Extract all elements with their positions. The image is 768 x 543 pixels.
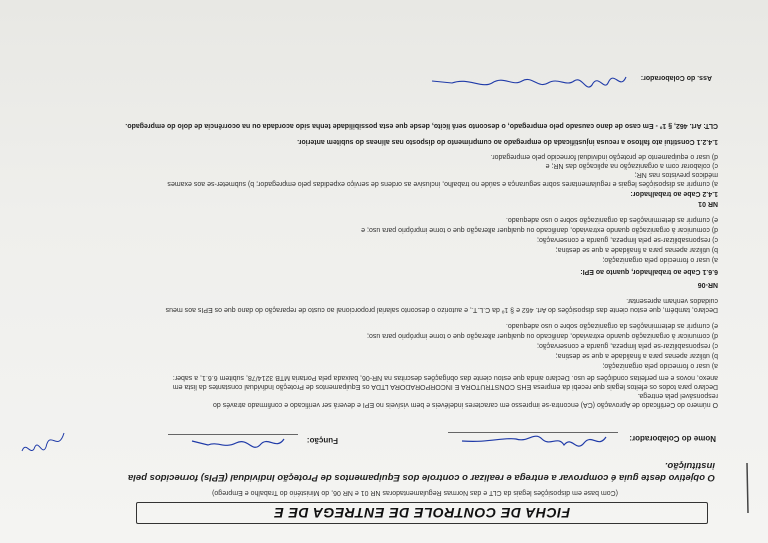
- form-title: FICHA DE CONTROLE DE ENTREGA DE E: [273, 505, 571, 521]
- function-label: Função:: [306, 436, 338, 445]
- nr06-item-c: c) responsabilizar-se pela limpeza, guarda e conservação;: [537, 236, 718, 243]
- declaration-cont: cuidados venham apresentar.: [626, 297, 718, 304]
- nr01-item-2: médicos previstos nas NR;: [634, 171, 718, 178]
- declaration: Declaro, também, que estou ciente das disposições do Art. 462 e § 1º da C.L.T., e autorizo o desconto salarial proporcional ao custo de reparação do dano que os EPIs aos meus: [165, 306, 718, 313]
- nr06-heading: NR-06: [697, 281, 718, 288]
- body-p2: Declaro para todos os efeitos legais que recebi da empresa EHS CONSTRUTORA E INCORPORADORA LTDA os Equipamentos de Proteção Individual constantes da lista em: [172, 383, 718, 390]
- nr01-item-1: a) cumprir as disposições legais e regulamentares sobre segurança e saúde no trabalho, inclusive as ordens de serviço expedidas pelo empregador; b) submeter-se aos exames: [167, 180, 718, 187]
- ink-mark: [746, 463, 750, 513]
- nr06-item-a: a) usar o fornecido pela organização;: [602, 256, 718, 263]
- function-signature: [178, 428, 288, 455]
- objective-text: [75, 459, 715, 483]
- section-661-heading: 6.6.1 Cabe ao trabalhador, quanto ao EPI:: [580, 268, 718, 275]
- name-label: Nome do Colaborador:: [629, 434, 716, 443]
- item-d: d) comunicar à organização quando extraviado, danificado ou qualquer alteração que o torne impróprio para uso;: [366, 332, 718, 339]
- signature-label: Ass. do Colaborador:: [640, 74, 712, 81]
- margin-handwriting: [18, 418, 68, 463]
- body-p3: anexo, novos e em perfeitas condições de uso. Declaro ainda que estou ciente das obrigações descritas na NR-06, baixada pela Portaria MTB 3214/78, subitem 6.6.1, a saber:: [172, 374, 718, 381]
- nr01-item-4: d) usar o equipamento de proteção individual fornecido pelo empregador.: [490, 153, 718, 160]
- clt-article: CLT: Art. 462, § 1º - Em caso de dano causado pelo empregado, o desconto será lícito, desde que esta possibilidade tenha sido acordada ou na ocorrência de dolo do empregado.: [125, 122, 718, 129]
- body-p1: O número do Certificado de Aprovação (CA) encontra-se impresso em caracteres indeléveis e bem visíveis no EPI e deverá ser verificado e confirmado através do: [212, 401, 718, 408]
- item-b: b) utilizar apenas para a finalidade a que se destina;: [555, 352, 718, 359]
- item-c: c) responsabilizar-se pela limpeza, guarda e conservação;: [537, 342, 718, 349]
- nr06-item-d: d) comunicar à organização quando extraviado, danificado ou qualquer alteração que o torne impróprio para uso; e: [361, 226, 718, 233]
- form-subtitle: (Com base em disposições legais da CLT e das Normas Regulamentadoras NR 01 e NR 06, do Ministério do Trabalho e Emprego): [212, 489, 618, 496]
- item-a: a) usar o fornecido pela organização;: [602, 362, 718, 369]
- objective-line-1: O objetivo deste guia é comprovar a entrega e realizar o controle dos Equipamentos de Proteção Individual (EPIs) fornecidos pela: [127, 472, 715, 483]
- nr06-item-e: e) cumprir as determinações da organização sobre o uso adequado.: [505, 216, 718, 223]
- nr01-heading: NR 01: [698, 200, 718, 207]
- name-signature: [458, 426, 608, 451]
- body-p4: responsável pela entrega.: [637, 392, 718, 399]
- nr06-item-b: b) utilizar apenas para a finalidade a que se destina;: [555, 246, 718, 253]
- section-142-heading: 1.4.2 Cabe ao trabalhador:: [630, 190, 718, 197]
- objective-line-2: instituição.: [664, 460, 715, 471]
- section-1421: 1.4.2.1 Constitui ato faltoso a recusa injustificada do empregado ao cumprimento do disposto nas alíneas do subitem anterior.: [297, 138, 718, 145]
- employee-signature: [428, 62, 628, 95]
- nr01-item-3: c) colaborar com a organização na aplicação das NR; e: [545, 162, 718, 169]
- form-title-box: [136, 502, 708, 524]
- item-e: e) cumprir as determinações da organização sobre o uso adequado.: [505, 322, 718, 329]
